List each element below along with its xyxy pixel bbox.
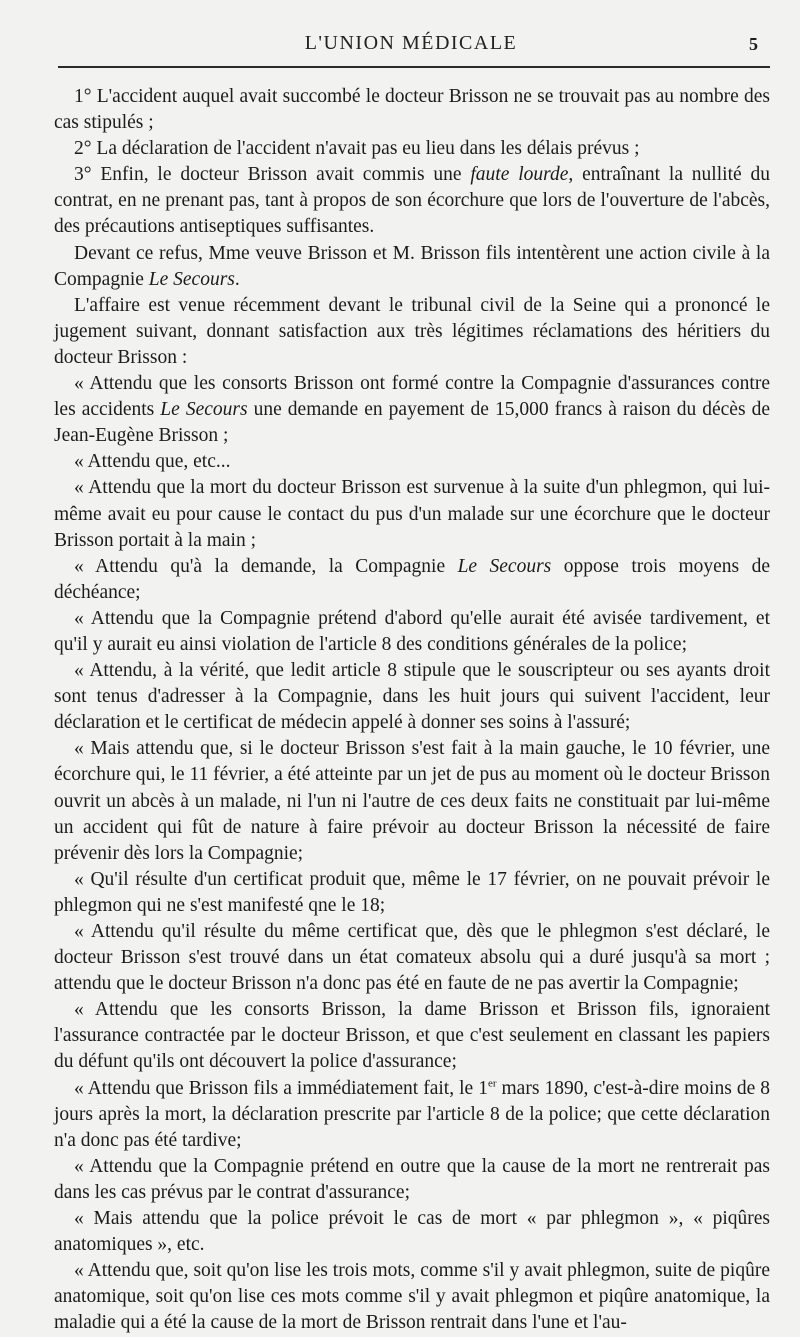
paragraph bbox=[54, 1258, 770, 1336]
paragraph-text: « Attendu que les consorts Brisson, la dame Brisson et Brisson fils, ignoraient l'assurance contractée par le docteur Brisson, et que c'est seulement en classant les papiers du défunt qu'ils ont découvert la police d'assurance; bbox=[54, 999, 770, 1073]
paragraph-text: « Qu'il résulte d'un certificat produit que, même le 17 février, on ne pouvait prévoir le phlegmon qui ne s'est manifesté qne le 18; bbox=[54, 868, 770, 916]
paragraph bbox=[54, 919, 770, 997]
paragraph-text: « Mais attendu que, si le docteur Brisson s'est fait à la main gauche, le 10 février, une écorchure qui, le 11 février, a été atteinte par un jet de pus au moment où le docteur Brisson ouvrit un abcès à un malade, ni l'un ni l'autre de ces deux faits ne constituait par lui-même un accident qui fût de nature à faire prévoir au docteur Brisson la nécessité de faire prévenir dès lors la Compagnie; bbox=[54, 738, 770, 864]
italic-text: Le Secours bbox=[457, 555, 552, 577]
paragraph-text: « Attendu qu'à la demande, la Compagnie bbox=[74, 555, 458, 577]
paragraph-text: « Attendu que la Compagnie prétend en outre que la cause de la mort ne rentrerait pas dans les cas prévus par le contrat d'assurance; bbox=[54, 1155, 770, 1203]
header-rule bbox=[58, 66, 770, 68]
running-title: L'UNION MÉDICALE bbox=[304, 32, 518, 54]
paragraph bbox=[54, 658, 770, 736]
paragraph-text: oppose trois moyens de déchéance; bbox=[54, 555, 770, 603]
paragraph bbox=[54, 554, 770, 606]
superscript-text: er bbox=[487, 1077, 497, 1090]
paragraph bbox=[54, 449, 770, 475]
paragraph-text: « Attendu que la Compagnie prétend d'abord qu'elle aurait été avisée tardivement, et qu'il y aurait eu ainsi violation de l'article 8 des conditions générales de la police; bbox=[54, 607, 770, 655]
page-header bbox=[60, 28, 762, 64]
paragraph bbox=[54, 241, 770, 293]
paragraph-text: . bbox=[234, 268, 240, 290]
paragraph-text: « Attendu qu'il résulte du même certificat que, dès que le phlegmon s'est déclaré, le docteur Brisson s'est trouvé dans un état comateux absolu qui a duré jusqu'à sa mort ; attendu que le docteur Brisson n'a donc pas été en faute de ne pas avertir la Compagnie; bbox=[54, 921, 770, 995]
paragraph bbox=[54, 136, 770, 162]
page-number: 5 bbox=[749, 34, 758, 54]
paragraph-text: , entraînant la nullité du contrat, en ne prenant pas, tant à propos de son écorchure que lors de l'ouverture de l'abcès, des précautions antiseptiques suffisantes. bbox=[54, 164, 770, 238]
paragraph-text: « Attendu que les consorts Brisson ont formé contre la Compagnie d'assurances contre les accidents bbox=[54, 373, 770, 421]
paragraph bbox=[54, 84, 770, 136]
paragraph-text: « Attendu que, etc... bbox=[74, 451, 231, 473]
paragraph-text: « Attendu que Brisson fils a immédiatement fait, le 1 bbox=[74, 1077, 488, 1099]
paragraph-text: L'affaire est venue récemment devant le tribunal civil de la Seine qui a prononcé le jugement suivant, donnant satisfaction aux très légitimes réclamations des héritiers du docteur Brisson : bbox=[54, 294, 770, 368]
paragraph bbox=[54, 1154, 770, 1206]
paragraph-text: mars 1890, c'est-à-dire moins de 8 jours après la mort, la déclaration prescrite par l'article 8 de la police; que cette déclaration n'a donc pas été tardive; bbox=[54, 1077, 770, 1151]
paragraph-text: 2° La déclaration de l'accident n'avait pas eu lieu dans les délais prévus ; bbox=[74, 138, 640, 160]
italic-text: Le Secours bbox=[160, 399, 248, 421]
paragraph-text: Devant ce refus, Mme veuve Brisson et M. Brisson fils intentèrent une action civile à la Compagnie bbox=[54, 242, 770, 290]
paragraph-text: 1° L'accident auquel avait succombé le docteur Brisson ne se trouvait pas au nombre des cas stipulés ; bbox=[54, 86, 770, 134]
paragraph bbox=[54, 1076, 770, 1154]
paragraph bbox=[54, 162, 770, 240]
paragraph bbox=[54, 371, 770, 449]
article-body bbox=[54, 84, 770, 1337]
paragraph-text: une demande en payement de 15,000 francs à raison du décès de Jean-Eugène Brisson ; bbox=[54, 399, 770, 447]
paragraph bbox=[54, 867, 770, 919]
paragraph-text: 3° Enfin, le docteur Brisson avait commis une bbox=[74, 164, 471, 186]
paragraph-text: « Mais attendu que la police prévoit le cas de mort « par phlegmon », « piqûres anatomiques », etc. bbox=[54, 1208, 770, 1256]
italic-text: faute lourde bbox=[470, 164, 569, 186]
paragraph bbox=[54, 997, 770, 1075]
paragraph bbox=[54, 475, 770, 553]
paragraph-text: « Attendu, à la vérité, que ledit article 8 stipule que le souscripteur ou ses ayants droit sont tenus d'adresser à la Compagnie, dans les huit jours qui suivent l'accident, leur déclaration et le certificat de médecin appelé à donner ses soins à l'assuré; bbox=[54, 660, 770, 734]
paragraph-text: « Attendu que la mort du docteur Brisson est survenue à la suite d'un phlegmon, qui lui-même avait eu pour cause le contact du pus d'un malade sur une écorchure que le docteur Brisson portait à la main ; bbox=[54, 477, 770, 551]
paragraph-text: « Attendu que, soit qu'on lise les trois mots, comme s'il y avait phlegmon, suite de piqûre anatomique, soit qu'on lise ces mots comme s'il y avait phlegmon et piqûre anatomique, la maladie qui a été la cause de la mort de Brisson rentrait dans l'une et l'au- bbox=[54, 1260, 770, 1334]
paragraph bbox=[54, 1206, 770, 1258]
paragraph bbox=[54, 606, 770, 658]
paragraph bbox=[54, 293, 770, 371]
paragraph bbox=[54, 736, 770, 866]
italic-text: Le Secours bbox=[148, 268, 235, 290]
